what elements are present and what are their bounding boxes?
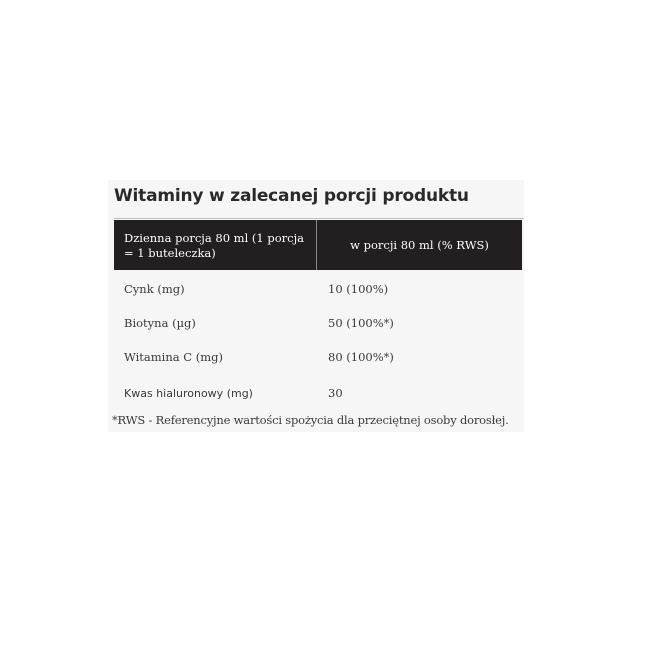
row-name: Kwas hialuronowy (mg) xyxy=(124,386,253,400)
row-name: Biotyna (µg) xyxy=(124,316,196,330)
header-daily-portion: Dzienna porcja 80 ml (1 porcja = 1 buteleczka) xyxy=(114,220,317,270)
table-header xyxy=(114,220,522,270)
row-value: 10 (100%) xyxy=(328,282,389,296)
header-per-portion: w porcji 80 ml (% RWS) xyxy=(350,237,489,252)
row-name: Cynk (mg) xyxy=(124,282,185,296)
row-value: 50 (100%*) xyxy=(328,316,394,330)
footnote: *RWS - Referencyjne wartości spożycia dla przeciętnej osoby dorosłej. xyxy=(112,413,509,427)
row-name: Witamina C (mg) xyxy=(124,350,223,364)
section-title: Witaminy w zalecanej porcji produktu xyxy=(114,186,469,206)
title-divider xyxy=(114,218,524,219)
table-row xyxy=(114,347,522,367)
row-value: 80 (100%*) xyxy=(328,350,394,364)
row-value: 30 xyxy=(328,386,343,400)
table-row xyxy=(114,383,522,403)
table-row xyxy=(114,279,522,299)
table-row xyxy=(114,313,522,333)
